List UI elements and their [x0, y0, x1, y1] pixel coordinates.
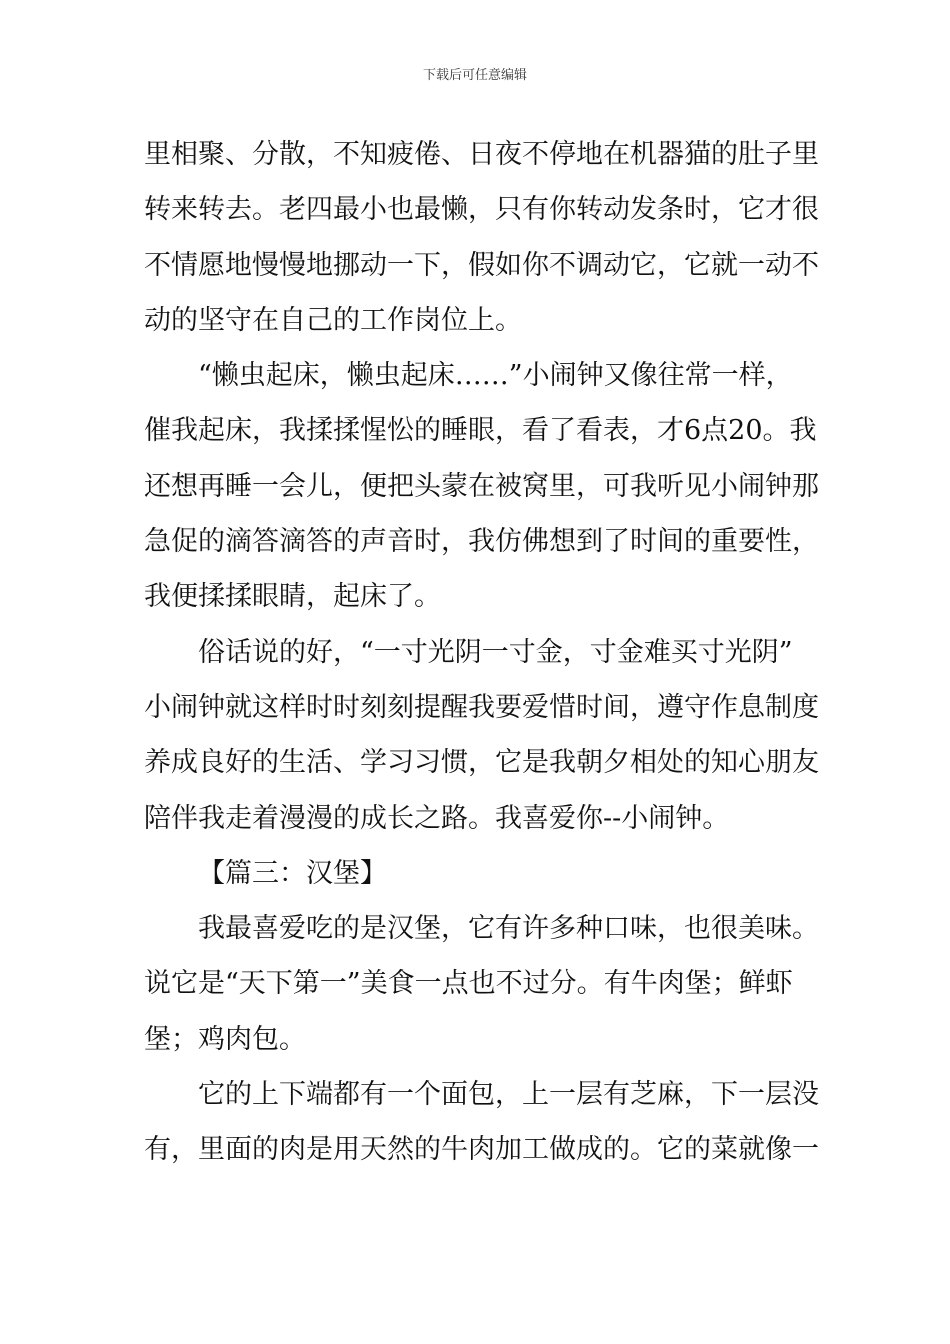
text-line: 它的上下端都有一个面包，上一层有芝麻，下一层没 [198, 1079, 819, 1111]
text-line: 还想再睡一会儿，便把头蒙在被窝里，可我听见小闹钟那 [144, 470, 819, 502]
text-line: 转来转去。老四最小也最懒，只有你转动发条时，它才很 [144, 194, 819, 226]
text-line: 有，里面的肉是用天然的牛肉加工做成的。它的菜就像一 [144, 1134, 819, 1166]
text-line: 小闹钟就这样时时刻刻提醒我要爱惜时间，遵守作息制度 [144, 691, 819, 723]
text-line: 里相聚、分散，不知疲倦、日夜不停地在机器猫的肚子里 [144, 139, 819, 170]
text-line: 我最喜爱吃的是汉堡，它有许多种口味，也很美味。 [198, 913, 819, 945]
text-line: 养成良好的生活、学习习惯，它是我朝夕相处的知心朋友 [144, 747, 819, 779]
document-body [144, 127, 819, 1178]
text-line: 催我起床，我揉揉惺忪的睡眼，看了看表，才6点20。我 [144, 415, 817, 447]
text-line: 堡；鸡肉包。 [144, 1023, 306, 1055]
text-line: 不情愿地慢慢地挪动一下，假如你不调动它，它就一动不 [144, 249, 819, 281]
text-line: 俗话说的好，“一寸光阴一寸金，寸金难买寸光阴” [198, 636, 793, 668]
text-line: 我便揉揉眼睛，起床了。 [144, 581, 441, 613]
text-line: “懒虫起床，懒虫起床……”小闹钟又像往常一样， [198, 360, 793, 392]
text-line: 说它是“天下第一”美食一点也不过分。有牛肉堡；鲜虾 [144, 968, 793, 1000]
section-heading: 【篇三：汉堡】 [198, 857, 387, 889]
text-line: 急促的滴答滴答的声音时，我仿佛想到了时间的重要性， [144, 526, 819, 558]
text-line: 动的坚守在自己的工作岗位上。 [144, 304, 522, 336]
text-line: 陪伴我走着漫漫的成长之路。我喜爱你--小闹钟。 [144, 802, 730, 834]
page-header: 下载后可任意编辑 [422, 68, 527, 83]
